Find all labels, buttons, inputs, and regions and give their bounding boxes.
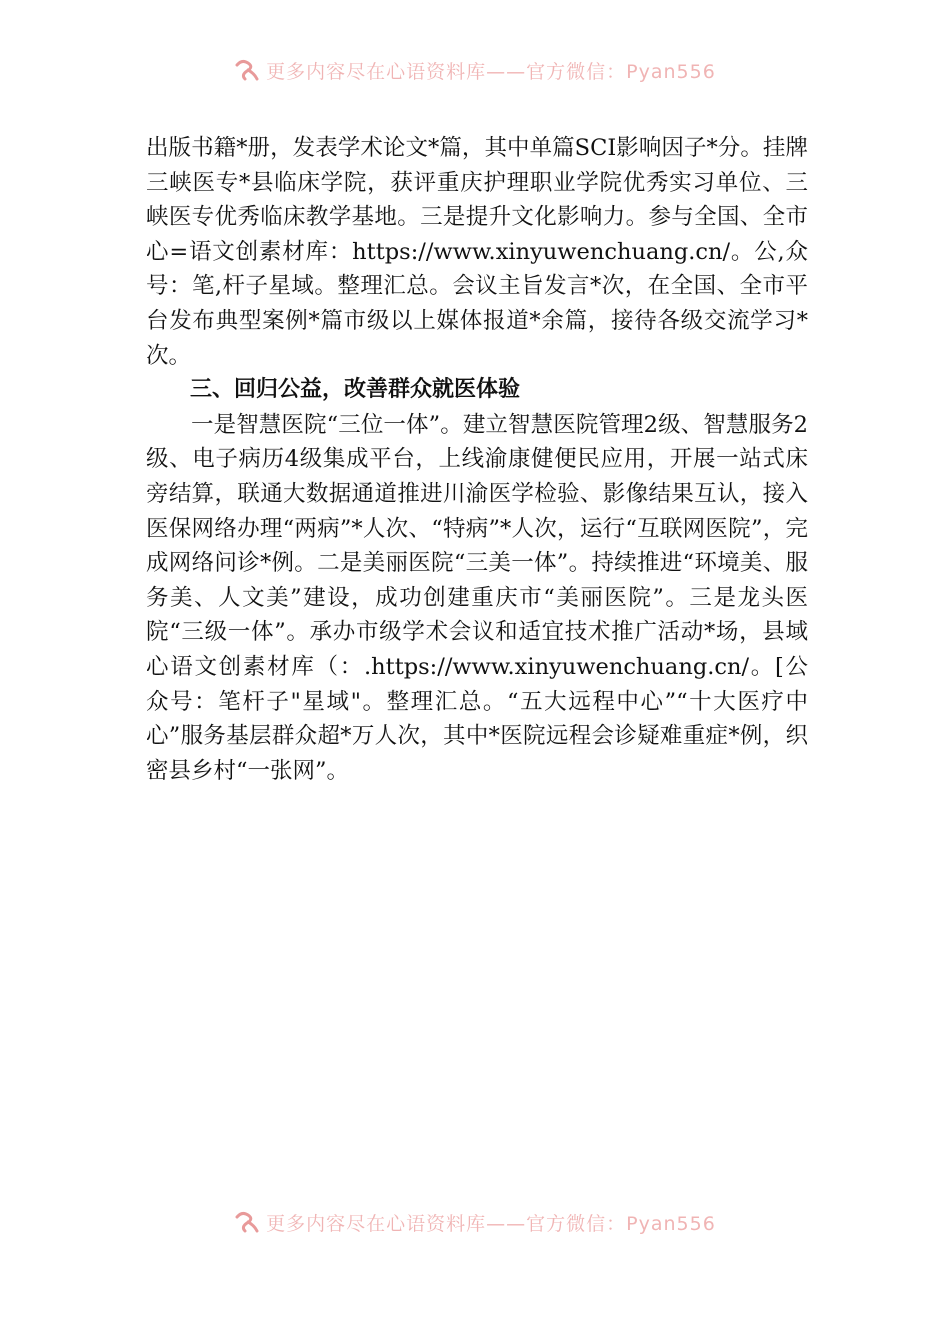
watermark-text: 更多内容尽在心语资料库——官方微信：Pyan556 <box>266 1212 716 1235</box>
watermark-logo-icon <box>234 57 260 83</box>
document-body <box>146 131 808 788</box>
watermark-text: 更多内容尽在心语资料库——官方微信：Pyan556 <box>266 60 716 83</box>
section-heading: 三、回归公益，改善群众就医体验 <box>190 377 521 403</box>
body-paragraph: 出版书籍*册，发表学术论文*篇，其中单篇SCI影响因子*分。挂牌三峡医专*县临床学院，获评重庆护理职业学院优秀实习单位、三峡医专优秀临床教学基地。三是提升文化影响力。参与全国、全市心=语文创素材库：https://www.xinyuwenchuang.cn/。公,众号：笔,杆子星域。整理汇总。会议主旨发言*次，在全国、全市平台发布典型案例*篇市级以上媒体报道*余篇，接待各级交流学习*次。 <box>146 135 808 369</box>
header-watermark <box>0 50 950 90</box>
footer-watermark <box>0 1202 950 1242</box>
body-paragraph: 一是智慧医院“三位一体”。建立智慧医院管理2级、智慧服务2级、电子病历4级集成平台，上线渝康健便民应用，开展一站式床旁结算，联通大数据通道推进川渝医学检验、影像结果互认，接入医保网络办理“两病”*人次、“特病”*人次，运行“互联网医院”，完成网络问诊*例。二是美丽医院“三美一体”。持续推进“环境美、服务美、人文美”建设，成功创建重庆市“美丽医院”。三是龙头医院“三级一体”。承办市级学术会议和适宜技术推广活动*场，县域心语文创素材库（：.https://www.xinyuwenchuang.cn/。[公众号：笔杆子"星域"。整理汇总。“五大远程中心”“十大医疗中心”服务基层群众超*万人次，其中*医院远程会诊疑难重症*例，织密县乡村“一张网”。 <box>146 411 808 784</box>
watermark-logo-icon <box>234 1209 260 1235</box>
